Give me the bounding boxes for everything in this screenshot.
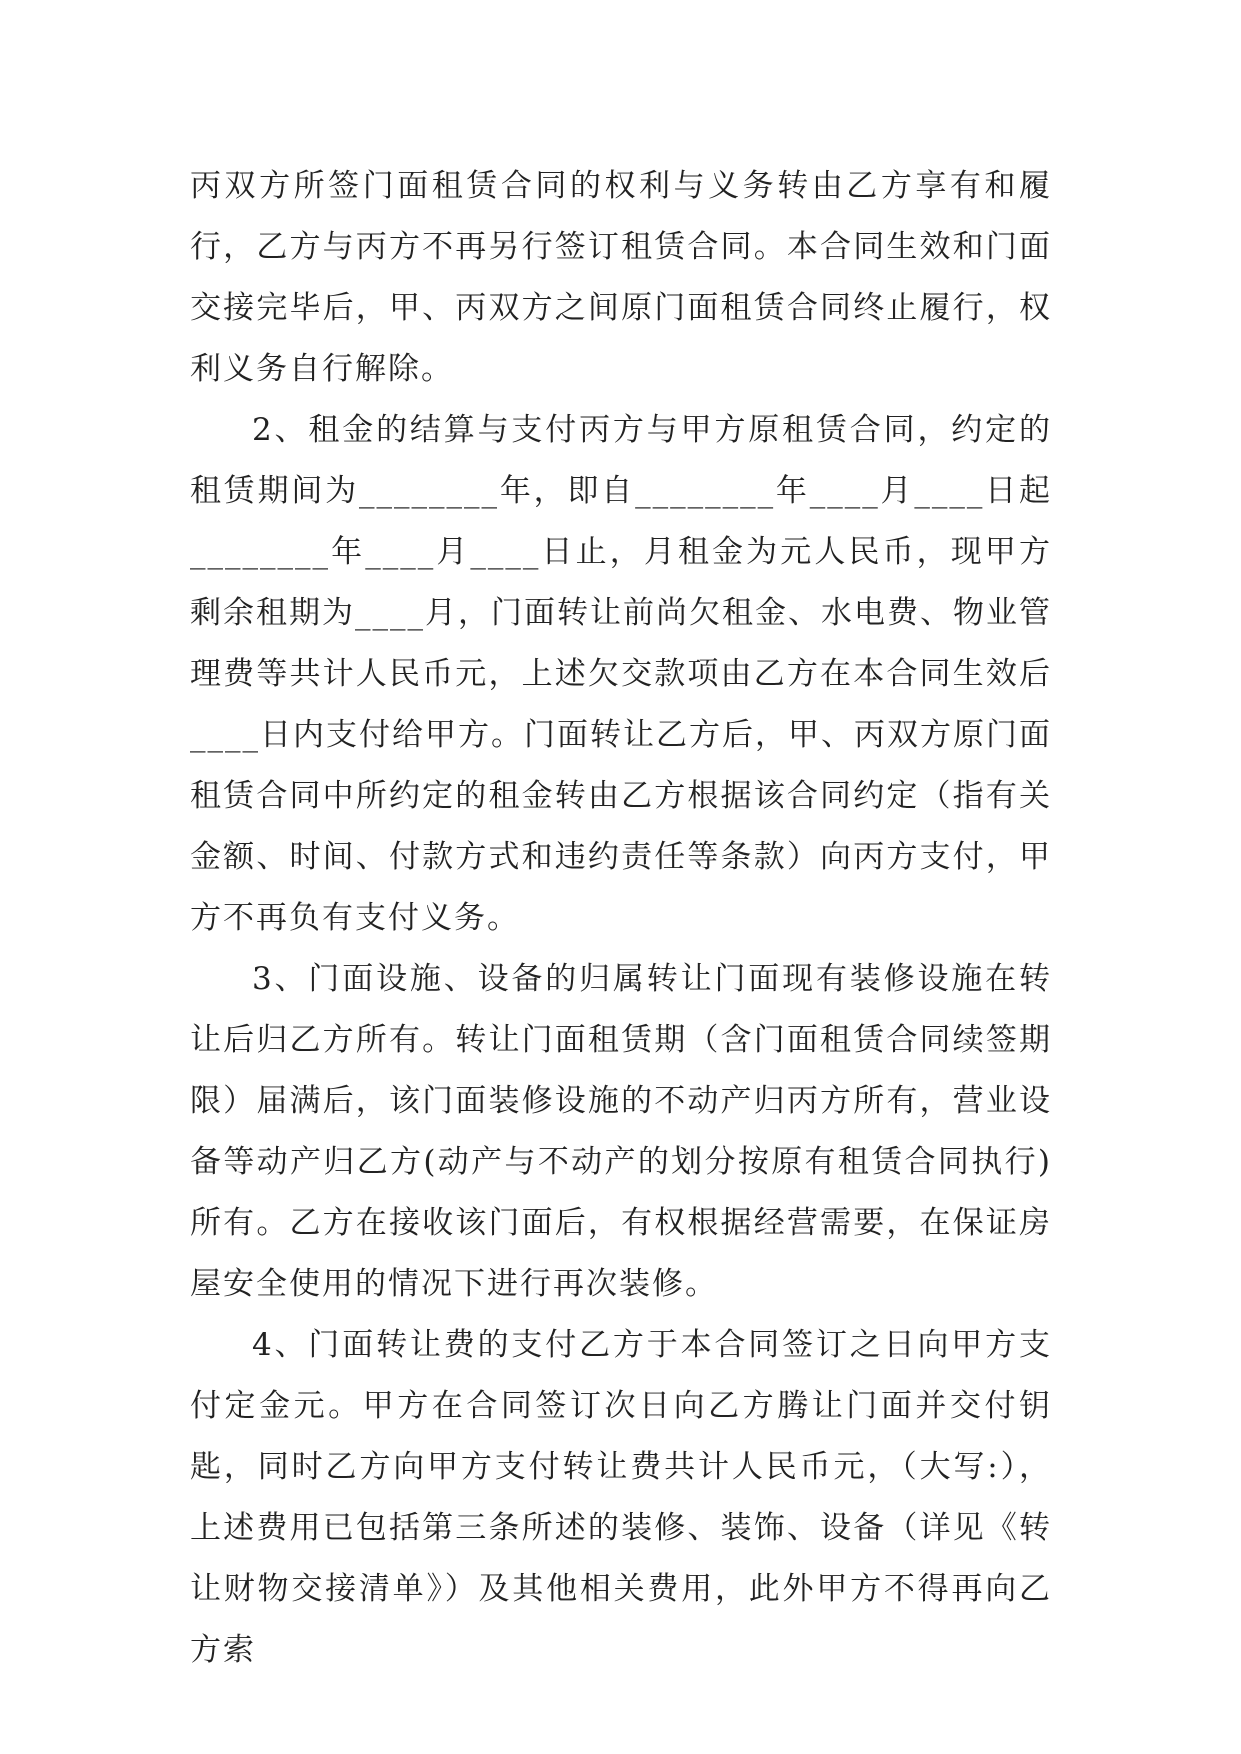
paragraph-clause-4-transfer-fee: 4、门面转让费的支付乙方于本合同签订之日向甲方支付定金元。甲方在合同签订次日向乙方腾让门面并交付钥匙，同时乙方向甲方支付转让费共计人民币元，（大写:），上述费用已包括第三条所述的装修、装饰、设备（详见《转让财物交接清单》）及其他相关费用，此外甲方不得再向乙方索: [190, 1327, 1052, 1668]
paragraph-clause-3-facilities: 3、门面设施、设备的归属转让门面现有装修设施在转让后归乙方所有。转让门面租赁期（含门面租赁合同续签期限）届满后，该门面装修设施的不动产归丙方所有，营业设备等动产归乙方(动产与不动产的划分按原有租赁合同执行)所有。乙方在接收该门面后，有权根据经营需要，在保证房屋安全使用的情况下进行再次装修。: [190, 961, 1052, 1302]
document-body: [190, 156, 1052, 1681]
paragraph-continuation: 丙双方所签门面租赁合同的权利与义务转由乙方享有和履行，乙方与丙方不再另行签订租赁合同。本合同生效和门面交接完毕后，甲、丙双方之间原门面租赁合同终止履行，权利义务自行解除。: [190, 168, 1052, 387]
paragraph-clause-2-rent: 2、租金的结算与支付丙方与甲方原租赁合同，约定的租赁期间为________年，即自________年____月____日起________年____月____日止，月租金为元人民币，现甲方剩余租期为____月，门面转让前尚欠租金、水电费、物业管理费等共计人民币元，上述欠交款项由乙方在本合同生效后____日内支付给甲方。门面转让乙方后，甲、丙双方原门面租赁合同中所约定的租金转由乙方根据该合同约定（指有关金额、时间、付款方式和违约责任等条款）向丙方支付，甲方不再负有支付义务。: [190, 412, 1052, 936]
